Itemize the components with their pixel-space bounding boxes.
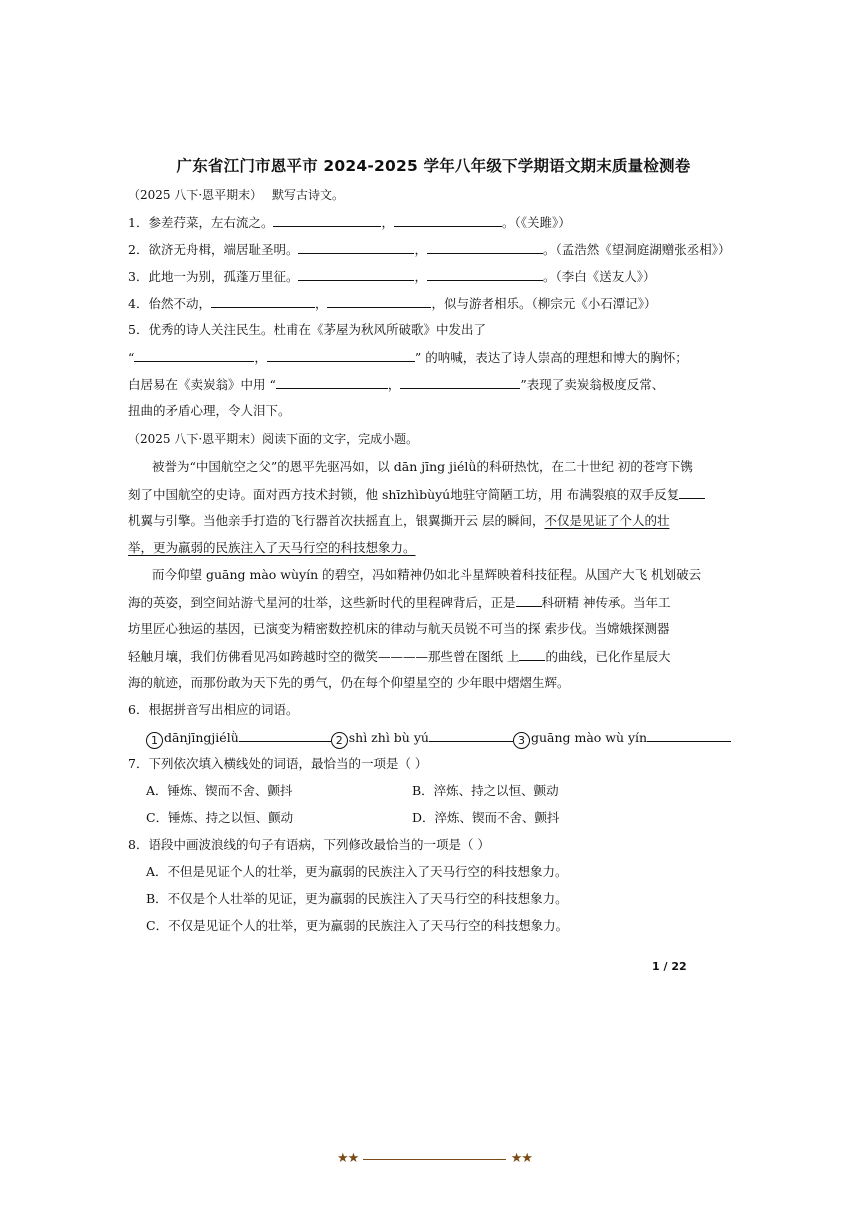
- passage-line: 而今仰望 guāng mào wùyín 的碧空，冯如精神仍如北斗星辉映着科技征程。从国产大飞 机划破云: [152, 567, 702, 582]
- question-2: [128, 240, 731, 259]
- question-text: 白居易在《卖炭翁》中用 “: [128, 377, 276, 392]
- pinyin-prompt: shì zhì bù yú: [348, 730, 429, 745]
- star-icon: ★★: [510, 1151, 532, 1166]
- question-source: 。（李白《送友人》）: [542, 269, 656, 284]
- question-number: 1．: [128, 215, 149, 230]
- separator: ，: [381, 215, 394, 230]
- circled-number-1: 1: [146, 732, 163, 749]
- passage-line: 被誉为“中国航空之父”的恩平先驱冯如，以 dān jīng jiélǜ的科研热忱，在二十世纪 初的苍穹下镌: [152, 459, 693, 474]
- option-a[interactable]: A．不但是见证个人的壮举，更为羸弱的民族注入了天马行空的科技想象力。: [146, 864, 568, 879]
- question-number: 8．: [128, 837, 149, 852]
- answer-blank[interactable]: [400, 375, 520, 389]
- separator: ，: [254, 350, 267, 365]
- passage-text: 轻触月壤，我们仿佛看见冯如跨越时空的微笑————那些曾在图纸 上: [128, 649, 520, 664]
- answer-blank[interactable]: [427, 267, 543, 281]
- passage-line: [128, 539, 416, 557]
- question-7: [128, 755, 427, 773]
- section-1-instruction: 默写古诗文。: [272, 188, 345, 202]
- answer-blank[interactable]: [394, 213, 502, 227]
- question-text: 根据拼音写出相应的词语。: [148, 702, 299, 717]
- passage-blank[interactable]: [516, 593, 542, 607]
- pinyin-prompt: guāng mào wù yín: [530, 730, 648, 745]
- question-text: ”表现了卖炭翁极度反常、: [520, 377, 665, 392]
- section-1-header: [128, 186, 344, 204]
- answer-blank[interactable]: [427, 240, 543, 254]
- answer-blank[interactable]: [429, 728, 513, 742]
- passage-text: 科研精 神传承。当年工: [541, 595, 671, 610]
- question-text: 佁然不动，: [148, 296, 211, 311]
- option-b[interactable]: B．不仅是个人壮举的见证，更为羸弱的民族注入了天马行空的科技想象力。: [146, 891, 568, 906]
- option-a[interactable]: A．锤炼、锲而不舍、颤抖: [146, 783, 293, 798]
- section-1-source: （2025 八下·恩平期末）: [128, 188, 263, 202]
- passage-line: [128, 593, 671, 612]
- answer-blank[interactable]: [267, 348, 415, 362]
- separator: ，: [414, 242, 427, 257]
- answer-blank[interactable]: [298, 240, 414, 254]
- section-2-header: [128, 430, 418, 448]
- passage-line: 海的航迹，而那份敢为天下先的勇气，仍在每个仰望星空的 少年眼中熠熠生辉。: [128, 675, 570, 690]
- pinyin-prompt: dānjīngjiélǜ: [164, 730, 239, 745]
- question-source: 。（《关雎》）: [501, 215, 571, 230]
- question-number: 5．: [128, 322, 149, 337]
- passage-line: [128, 485, 705, 504]
- question-8: [128, 836, 490, 854]
- question-5-line-2: [128, 348, 688, 367]
- question-5-line-1: [128, 321, 486, 339]
- question-text: 下列依次填入横线处的词语，最恰当的一项是（ ）: [148, 756, 428, 771]
- question-text: 欲济无舟楫，端居耻圣明。: [148, 242, 299, 257]
- question-text: ” 的呐喊，表达了诗人崇高的理想和博大的胸怀；: [414, 350, 688, 365]
- footer-ornament: [337, 1151, 532, 1167]
- question-3: [128, 267, 656, 286]
- section-2-source: （2025 八下·恩平期末）: [128, 432, 263, 446]
- question-4: [128, 294, 657, 313]
- answer-blank[interactable]: [298, 267, 414, 281]
- footer-divider: [363, 1159, 506, 1160]
- option-b[interactable]: B．淬炼、持之以恒、颤动: [412, 783, 559, 798]
- question-source: ，似与游者相乐。（柳宗元《小石潭记》）: [431, 296, 657, 311]
- question-5-line-3: [128, 375, 664, 394]
- passage-text: 机翼与引擎。当他亲手打造的飞行器首次扶摇直上，银翼撕开云 层的瞬间，: [128, 513, 545, 528]
- question-5-line-4: [128, 402, 291, 420]
- question-text: 参差荇菜，左右流之。: [148, 215, 274, 230]
- passage-text: 海的英姿，到空间站游弋星河的壮举，这些新时代的里程碑背后，正是: [128, 595, 516, 610]
- answer-blank[interactable]: [211, 294, 315, 308]
- question-6: [128, 701, 298, 719]
- passage-line: 坊里匠心独运的基因，已演变为精密数控机床的律动与航天员锐不可当的探 索步伐。当嫦娥探测器: [128, 621, 670, 636]
- answer-blank[interactable]: [134, 348, 254, 362]
- answer-blank[interactable]: [239, 728, 331, 742]
- answer-blank[interactable]: [647, 728, 731, 742]
- question-1: [128, 213, 571, 232]
- answer-blank[interactable]: [327, 294, 431, 308]
- circled-number-3: 3: [513, 732, 530, 749]
- answer-blank[interactable]: [273, 213, 381, 227]
- circled-number-2: 2: [331, 732, 348, 749]
- question-number: 4．: [128, 296, 149, 311]
- question-number: 7．: [128, 756, 149, 771]
- wavy-underlined-sentence: 举，更为羸弱的民族注入了天马行空的科技想象力。: [128, 540, 416, 555]
- passage-line: [128, 512, 670, 530]
- question-text: 优秀的诗人关注民生。杜甫在《茅屋为秋风所破歌》中发出了: [148, 322, 486, 337]
- question-text: 语段中画波浪线的句子有语病，下列修改最恰当的一项是（ ）: [148, 837, 490, 852]
- passage-blank[interactable]: [679, 485, 705, 499]
- option-d[interactable]: D．淬炼、锲而不舍、颤抖: [412, 810, 560, 825]
- answer-blank[interactable]: [276, 375, 388, 389]
- passage-text: 刻了中国航空的史诗。面对西方技术封锁，他 shīzhìbùyú地驻守简陋工坊，用 布满裂痕的双手反复: [128, 487, 680, 502]
- separator: ，: [387, 377, 401, 392]
- option-c[interactable]: C．不仅是见证个人的壮举，更为羸弱的民族注入了天马行空的科技想象力。: [146, 918, 569, 933]
- question-text: 扭曲的矛盾心理，令人泪下。: [128, 403, 291, 418]
- passage-text: 的曲线，已化作星辰大: [545, 649, 671, 664]
- question-text: 此地一为别，孤蓬万里征。: [148, 269, 299, 284]
- question-number: 2．: [128, 242, 149, 257]
- quote-mark: “: [128, 350, 135, 365]
- wavy-underlined-sentence: 不仅是见证了个人的壮: [544, 513, 670, 528]
- option-c[interactable]: C．锤炼、持之以恒、颤动: [146, 810, 294, 825]
- separator: ，: [414, 269, 427, 284]
- star-icon: ★★: [337, 1151, 359, 1166]
- question-6-items: [146, 728, 731, 749]
- page-number: 1 / 22: [652, 960, 687, 973]
- passage-line: [128, 647, 671, 666]
- question-number: 3．: [128, 269, 149, 284]
- question-number: 6．: [128, 702, 149, 717]
- section-2-instruction: 阅读下面的文字，完成小题。: [262, 432, 419, 446]
- document-title: 广东省江门市恩平市 2024-2025 学年八年级下学期语文期末质量检测卷: [176, 157, 691, 175]
- separator: ，: [314, 296, 328, 311]
- question-source: 。（孟浩然《望洞庭湖赠张丞相》）: [542, 242, 731, 257]
- passage-blank[interactable]: [519, 647, 545, 661]
